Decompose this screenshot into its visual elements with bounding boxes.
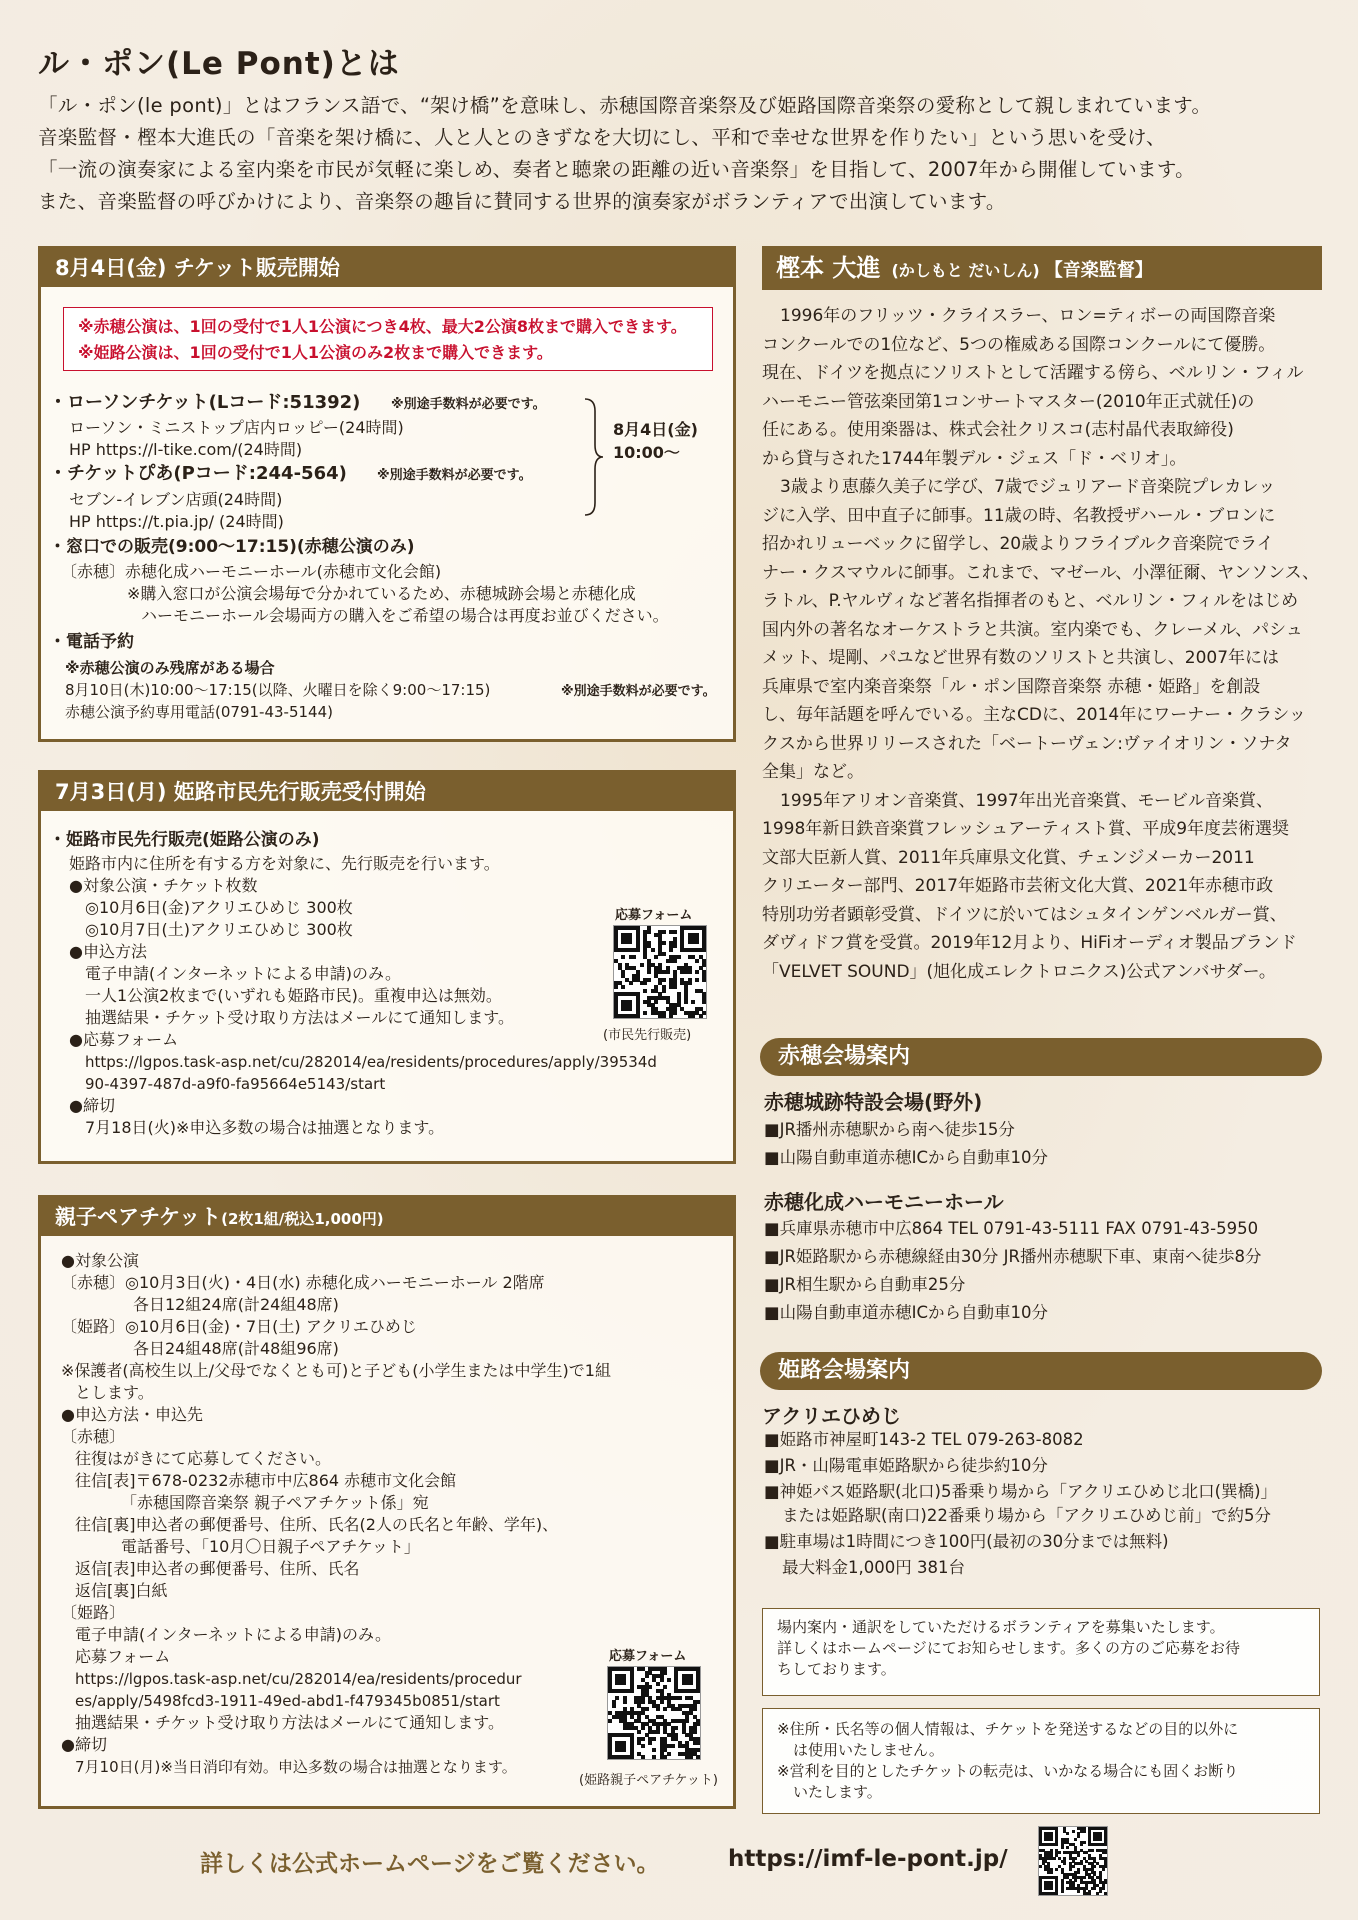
window-note: ※購入窓口が公演会場毎で分かれているため、赤穂城跡会場と赤穂化成 <box>127 584 636 603</box>
pair-line: とします。 <box>75 1383 154 1402</box>
pair-ticket-heading <box>41 1198 733 1236</box>
pair-deadline: 7月10日(月)※当日消印有効。申込多数の場合は抽選となります。 <box>75 1758 517 1776</box>
ako-hall-address: ■兵庫県赤穂市中広864 TEL 0791-43-5111 FAX 0791-43-5950 <box>764 1219 1259 1238</box>
pair-line: ●対象公演 <box>61 1251 139 1270</box>
presale-line: ●応募フォーム <box>69 1030 179 1049</box>
website-qr-code[interactable] <box>1038 1826 1108 1896</box>
director-header <box>762 246 1322 290</box>
privacy-line: ※住所・氏名等の個人情報は、チケットを発送するなどの目的以外に <box>777 1720 1239 1738</box>
pair-form-url[interactable]: https://lgpos.task-asp.net/cu/282014/ea/residents/procedur <box>75 1670 522 1688</box>
bio-line: 全集」など。 <box>762 762 864 782</box>
intro-line: また、音楽監督の呼びかけにより、音楽祭の趣旨に賛同する世界的演奏家がボランティアで出演しています。 <box>38 190 1006 213</box>
pair-line: 電話番号、「10月〇日親子ペアチケット」 <box>121 1537 420 1556</box>
bio-line: 1995年アリオン音楽賞、1997年出光音楽賞、モービル音楽賞、 <box>780 790 1273 811</box>
presale-line: 電子申請(インターネットによる申請)のみ。 <box>85 964 402 983</box>
pair-line: 〔赤穂〕◎10月3日(火)・4日(水) 赤穂化成ハーモニーホール 2階席 <box>61 1273 545 1292</box>
window-title: ・窓口での販売(9:00〜17:15)(赤穂公演のみ) <box>49 537 415 557</box>
himeji-access: ■JR・山陽電車姫路駅から徒歩約10分 <box>764 1456 1048 1475</box>
presale-heading: 7月3日(月) 姫路市民先行販売受付開始 <box>41 773 733 811</box>
intro-title: ル・ポン(Le Pont)とは <box>38 46 400 82</box>
footer-text: 詳しくは公式ホームページをご覧ください。 <box>200 1851 660 1877</box>
himeji-access: ■神姫バス姫路駅(北口)5番乗り場から「アクリエひめじ北口(巽橋)」 <box>764 1482 1278 1501</box>
phone-fee-note: ※別途手数料が必要です。 <box>561 684 716 699</box>
presale-qr-caption: (市民先行販売) <box>603 1028 692 1043</box>
presale-form-url-cont[interactable]: 90-4397-487d-a9f0-fa95664e5143/start <box>85 1075 386 1093</box>
bio-line: ラトル、P.ヤルヴィなど著名指揮者のもと、ベルリン・フィルをはじめ <box>762 591 1299 611</box>
lawson-loppi: ローソン・ミニストップ店内ロッピー(24時間) <box>69 418 404 437</box>
presale-form-url[interactable]: https://lgpos.task-asp.net/cu/282014/ea/residents/procedures/apply/39534d <box>85 1053 657 1071</box>
pair-line: 〔赤穂〕 <box>61 1427 126 1446</box>
lawson-title: ・ローソンチケット(Lコード:51392) <box>49 392 361 413</box>
footer-url[interactable]: https://imf-le-pont.jp/ <box>728 1846 1008 1872</box>
presale-line: ●締切 <box>69 1096 115 1115</box>
pia-title: ・チケットぴあ(Pコード:244-564) <box>49 463 347 484</box>
ticket-sale-section <box>38 246 736 742</box>
presale-section <box>38 770 736 1164</box>
himeji-access: または姫路駅(南口)22番乗り場から「アクリエひめじ前」で約5分 <box>782 1506 1272 1525</box>
himeji-venue-heading: 姫路会場案内 <box>760 1352 1322 1390</box>
director-reading: (かしもと だいしん) <box>891 261 1040 280</box>
bio-line: 3歳より恵藤久美子に学び、7歳でジュリアード音楽院プレカレッ <box>780 477 1276 497</box>
volunteer-line: 詳しくはホームページにてお知らせします。多くの方のご応募をお待 <box>777 1639 1241 1657</box>
sale-start-date: 8月4日(金) <box>613 420 698 439</box>
ako-castle-venue: 赤穂城跡特設会場(野外) <box>764 1090 983 1114</box>
phone-number: 赤穂公演予約専用電話(0791-43-5144) <box>65 703 333 721</box>
director-role: 【音楽監督】 <box>1044 260 1153 281</box>
bio-line: 招かれリューベックに留学し、20歳よりフライブルク音楽院でライ <box>762 534 1274 554</box>
pair-line: 返信[表]申込者の郵便番号、住所、氏名 <box>75 1559 360 1578</box>
pair-line: 返信[裏]白紙 <box>75 1581 168 1600</box>
pair-line: 〔姫路〕◎10月6日(金)・7日(土) アクリエひめじ <box>61 1317 417 1336</box>
bio-line: ナー・クスマウルに師事。これまで、マゼール、小澤征爾、ヤンソンス、 <box>762 562 1320 583</box>
intro-paragraph <box>38 90 1328 218</box>
pair-ticket-price: (2枚1組/税込1,000円) <box>221 1210 384 1228</box>
pair-qr-caption: (姫路親子ペアチケット) <box>579 1773 718 1788</box>
lawson-fee-note: ※別途手数料が必要です。 <box>391 397 546 412</box>
ticket-sale-heading: 8月4日(金) チケット販売開始 <box>41 249 733 287</box>
bio-line: クスから世界リリースされた「ベートーヴェン:ヴァイオリン・ソナタ <box>762 733 1292 754</box>
sale-start-time: 10:00〜 <box>613 443 680 462</box>
phone-hours: 8月10日(木)10:00〜17:15(以降、火曜日を除く9:00〜17:15) <box>65 681 491 699</box>
ako-castle-access: ■JR播州赤穂駅から南へ徒歩15分 <box>764 1120 1015 1139</box>
ako-venue-heading: 赤穂会場案内 <box>760 1038 1322 1076</box>
window-note-cont: ハーモニーホール会場両方の購入をご希望の場合は再度お並びください。 <box>141 606 669 625</box>
volunteer-line: ちしております。 <box>777 1660 896 1678</box>
pair-line: ●締切 <box>61 1735 107 1754</box>
himeji-address: ■姫路市神屋町143-2 TEL 079-263-8082 <box>764 1430 1084 1449</box>
pia-hp[interactable]: HP https://t.pia.jp/ (24時間) <box>69 512 284 531</box>
bio-line: 1998年新日鉄音楽賞フレッシュアーティスト賞、平成9年度芸術選奨 <box>762 819 1290 839</box>
bio-line: 文部大臣新人賞、2011年兵庫県文化賞、チェンジメーカー2011 <box>762 847 1255 868</box>
pair-line: 電子申請(インターネットによる申請)のみ。 <box>75 1625 392 1644</box>
intro-line: 音楽監督・樫本大進氏の「音楽を架け橋に、人と人とのきずなを大切にし、平和で幸せな世界を作りたい」という思いを受け、 <box>38 126 1166 149</box>
presale-line: ●対象公演・チケット枚数 <box>69 876 258 895</box>
bio-line: から貸与された1744年製デル・ジェス「ド・ベリオ」。 <box>762 448 1187 469</box>
ako-hall-access: ■JR相生駅から自動車25分 <box>764 1275 966 1294</box>
bio-line: 特別功労者顕彰受賞、ドイツに於いてはシュタインゲンベルガー賞、 <box>762 904 1287 925</box>
privacy-line: いたします。 <box>793 1783 882 1801</box>
pair-line: 往復はがきにて応募してください。 <box>75 1449 332 1468</box>
pair-line: 抽選結果・チケット受け取り方法はメールにて通知します。 <box>75 1713 504 1732</box>
presale-line: ◎10月6日(金)アクリエひめじ 300枚 <box>85 898 353 917</box>
pair-line: ●申込方法・申込先 <box>61 1405 203 1424</box>
presale-qr-label: 応募フォーム <box>615 908 693 923</box>
right-brace-icon <box>581 397 605 517</box>
presale-line: 姫路市内に住所を有する方を対象に、先行販売を行います。 <box>69 854 500 873</box>
bio-line: 「VELVET SOUND」(旭化成エレクトロニクス)公式アンバサダー。 <box>762 961 1276 982</box>
ako-hall-access: ■山陽自動車道赤穂ICから自動車10分 <box>764 1303 1048 1322</box>
phone-title: ・電話予約 <box>49 632 134 652</box>
himeji-parking: ■駐車場は1時間につき100円(最初の30分までは無料) <box>764 1532 1169 1551</box>
privacy-line: ※営利を目的としたチケットの転売は、いかなる場合にも固くお断り <box>777 1762 1239 1780</box>
presale-line: ◎10月7日(土)アクリエひめじ 300枚 <box>85 920 353 939</box>
bio-line: し、毎年話題を呼んでいる。主なCDに、2014年にワーナー・クラシッ <box>762 705 1306 725</box>
pair-ticket-title: 親子ペアチケット <box>55 1205 222 1229</box>
pair-line: 〔姫路〕 <box>61 1603 126 1622</box>
director-bio <box>762 302 1322 986</box>
presale-deadline: 7月18日(火)※申込多数の場合は抽選となります。 <box>85 1118 445 1137</box>
bio-line: ハーモニー管弦楽団第1コンサートマスター(2010年正式就任)の <box>762 391 1255 412</box>
bio-line: 国内外の著名なオーケストラと共演。室内楽でも、クレーメル、パシュ <box>762 619 1303 640</box>
phone-condition: ※赤穂公演のみ残席がある場合 <box>65 659 275 677</box>
pair-line: 往信[表]〒678-0232赤穂市中広864 赤穂市文化会館 <box>75 1471 457 1490</box>
pair-qr-label: 応募フォーム <box>609 1649 687 1664</box>
presale-line: ●申込方法 <box>69 942 147 961</box>
pair-ticket-section <box>38 1195 736 1809</box>
warning-ako: ※赤穂公演は、1回の受付で1人1公演につき4枚、最大2公演8枚まで購入できます。 <box>78 317 687 336</box>
volunteer-line: 場内案内・通訳をしていただけるボランティアを募集いたします。 <box>777 1618 1225 1636</box>
pair-line: 応募フォーム <box>75 1647 171 1666</box>
window-venue: 〔赤穂〕赤穂化成ハーモニーホール(赤穂市文化会館) <box>61 562 442 581</box>
pair-line: ※保護者(高校生以上/父母でなくとも可)と子ども(小学生または中学生)で1組 <box>61 1361 611 1380</box>
lawson-hp[interactable]: HP https://l-tike.com/(24時間) <box>69 440 303 459</box>
privacy-line: は使用いたしません。 <box>793 1741 944 1759</box>
himeji-venue-name: アクリエひめじ <box>762 1404 901 1428</box>
bio-line: 1996年のフリッツ・クライスラー、ロン=ティボーの両国際音楽 <box>780 306 1276 326</box>
ako-castle-access: ■山陽自動車道赤穂ICから自動車10分 <box>764 1148 1048 1167</box>
pair-form-url-cont[interactable]: es/apply/5498fcd3-1911-49ed-abd1-f479345b0851/start <box>75 1692 500 1710</box>
bio-line: 任にある。使用楽器は、株式会社クリスコ(志村晶代表取締役) <box>762 420 1234 440</box>
ako-hall-venue: 赤穂化成ハーモニーホール <box>764 1190 1004 1214</box>
pair-line: 各日12組24席(計24組48席) <box>133 1295 339 1314</box>
warning-himeji: ※姫路公演は、1回の受付で1人1公演のみ2枚まで購入できます。 <box>78 343 553 362</box>
presale-line: 一人1公演2枚まで(いずれも姫路市民)。重複申込は無効。 <box>85 986 502 1005</box>
bio-line: ジに入学、田中直子に師事。11歳の時、名教授ザハール・ブロンに <box>762 505 1276 526</box>
himeji-parking: 最大料金1,000円 381台 <box>782 1558 965 1577</box>
privacy-notice <box>762 1708 1320 1814</box>
intro-line: 「ル・ポン(le pont)」とはフランス語で、“架け橋”を意味し、赤穂国際音楽祭及び姫路国際音楽祭の愛称として親しまれています。 <box>38 94 1212 117</box>
bio-line: ダヴィドフ賞を受賞。2019年12月より、HiFiオーディオ製品ブランド <box>762 933 1297 953</box>
pair-line: 「赤穂国際音楽祭 親子ペアチケット係」宛 <box>121 1493 429 1512</box>
purchase-limit-warning <box>63 307 713 371</box>
intro-line: 「一流の演奏家による室内楽を市民が気軽に楽しめ、奏者と聴衆の距離の近い音楽祭」を目指して、2007年から開催しています。 <box>38 158 1195 181</box>
presale-title: ・姫路市民先行販売(姫路公演のみ) <box>49 830 320 850</box>
ako-hall-access: ■JR姫路駅から赤穂線経由30分 JR播州赤穂駅下車、東南へ徒歩8分 <box>764 1247 1262 1266</box>
pair-line: 各日24組48席(計48組96席) <box>133 1339 339 1358</box>
pair-line: 往信[裏]申込者の郵便番号、住所、氏名(2人の氏名と年齢、学年)、 <box>75 1515 559 1534</box>
bio-line: コンクールでの1位など、5つの権威ある国際コンクールにて優勝。 <box>762 334 1276 355</box>
bio-line: 兵庫県で室内楽音楽祭「ル・ポン国際音楽祭 赤穂・姫路」を創設 <box>762 676 1261 697</box>
presale-line: 抽選結果・チケット受け取り方法はメールにて通知します。 <box>85 1008 514 1027</box>
director-name: 樫本 大進 <box>776 254 881 282</box>
volunteer-notice <box>762 1608 1320 1696</box>
bio-line: メット、堤剛、パユなど世界有数のソリストと共演し、2007年には <box>762 648 1280 668</box>
pia-seven: セブン-イレブン店頭(24時間) <box>69 490 283 509</box>
bio-line: クリエーター部門、2017年姫路市芸術文化大賞、2021年赤穂市政 <box>762 876 1274 896</box>
presale-qr-code[interactable] <box>613 925 707 1019</box>
bio-line: 現在、ドイツを拠点にソリストとして活躍する傍ら、ベルリン・フィル <box>762 363 1304 383</box>
pia-fee-note: ※別途手数料が必要です。 <box>377 468 532 483</box>
pair-qr-code[interactable] <box>607 1666 701 1760</box>
